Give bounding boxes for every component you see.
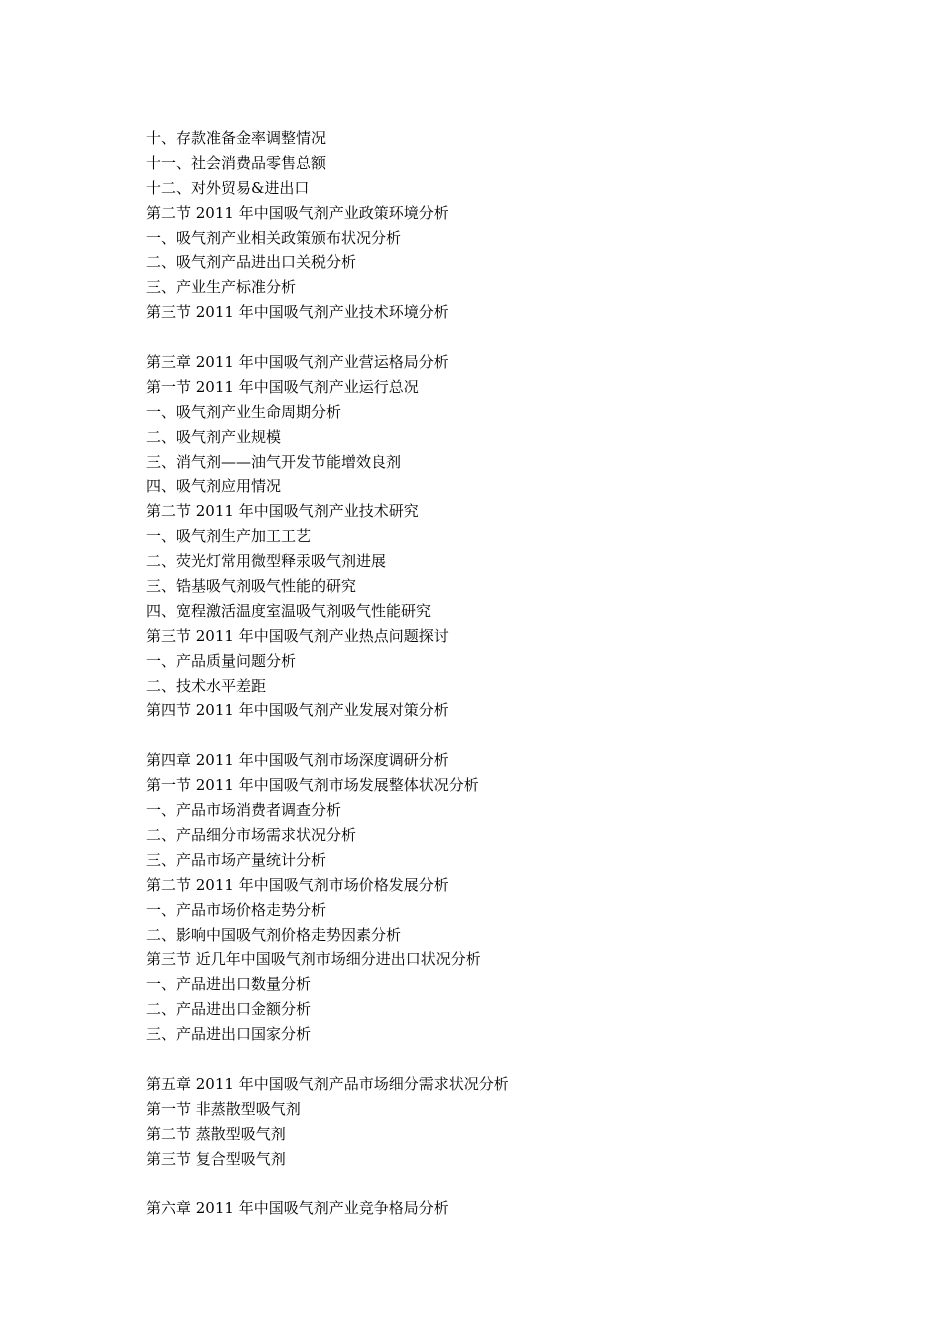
toc-item: 一、产品进出口数量分析 [146,975,312,994]
toc-section-heading: 第四节 2011 年中国吸气剂产业发展对策分析 [146,701,449,720]
toc-section-heading: 第三节 复合型吸气剂 [146,1149,286,1168]
toc-item: 一、吸气剂产业生命周期分析 [146,402,342,421]
toc-section-heading: 第一节 2011 年中国吸气剂市场发展整体状况分析 [146,776,479,795]
toc-item: 一、吸气剂产业相关政策颁布状况分析 [146,228,402,247]
blank-line [146,1171,846,1196]
toc-item: 三、产业生产标准分析 [146,278,297,297]
toc-item: 三、消气剂——油气开发节能增效良剂 [146,452,402,471]
toc-section-heading: 第一节 2011 年中国吸气剂产业运行总况 [146,377,419,396]
toc-item: 一、产品市场价格走势分析 [146,900,327,919]
toc-section-heading: 第二节 蒸散型吸气剂 [146,1124,286,1143]
toc-chapter-heading: 第四章 2011 年中国吸气剂市场深度调研分析 [146,751,449,770]
toc-section-heading: 第二节 2011 年中国吸气剂市场价格发展分析 [146,875,449,894]
toc-item: 十、存款准备金率调整情况 [146,129,327,147]
toc-section-heading: 第三节 2011 年中国吸气剂产业技术环境分析 [146,303,449,322]
toc-item: 一、吸气剂生产加工工艺 [146,527,312,546]
toc-item: 二、技术水平差距 [146,676,267,695]
toc-item: 四、吸气剂应用情况 [146,477,282,496]
toc-item: 三、产品市场产量统计分析 [146,850,327,869]
toc-item: 十二、对外贸易&进出口 [146,178,310,197]
toc-item: 一、产品市场消费者调查分析 [146,801,342,820]
toc-item: 三、产品进出口国家分析 [146,1025,312,1044]
blank-line [146,723,846,748]
toc-item: 二、吸气剂产品进出口关税分析 [146,253,357,272]
toc-item: 十一、社会消费品零售总额 [146,153,327,172]
toc-section-heading: 第三节 2011 年中国吸气剂产业热点问题探讨 [146,626,449,645]
toc-item: 三、锆基吸气剂吸气性能的研究 [146,577,357,596]
toc-chapter-heading: 第五章 2011 年中国吸气剂产品市场细分需求状况分析 [146,1074,509,1093]
toc-item: 二、产品细分市场需求状况分析 [146,825,357,844]
toc-chapter-heading: 第三章 2011 年中国吸气剂产业营运格局分析 [146,353,449,372]
blank-line [146,325,846,350]
toc-item: 四、宽程激活温度室温吸气剂吸气性能研究 [146,601,432,620]
toc-section-heading: 第一节 非蒸散型吸气剂 [146,1099,301,1118]
toc-item: 二、产品进出口金额分析 [146,1000,312,1019]
toc-item: 二、吸气剂产业规模 [146,427,282,446]
toc-chapter-heading: 第六章 2011 年中国吸气剂产业竞争格局分析 [146,1199,449,1218]
toc-section-heading: 第二节 2011 年中国吸气剂产业技术研究 [146,502,419,521]
blank-line [146,1047,846,1072]
toc-item: 二、荧光灯常用微型释汞吸气剂进展 [146,552,387,571]
toc-item: 一、产品质量问题分析 [146,651,297,670]
toc-section-heading: 第三节 近几年中国吸气剂市场细分进出口状况分析 [146,950,481,969]
toc-item: 二、影响中国吸气剂价格走势因素分析 [146,925,402,944]
toc-section-heading: 第二节 2011 年中国吸气剂产业政策环境分析 [146,203,449,222]
table-of-contents [146,126,846,1221]
